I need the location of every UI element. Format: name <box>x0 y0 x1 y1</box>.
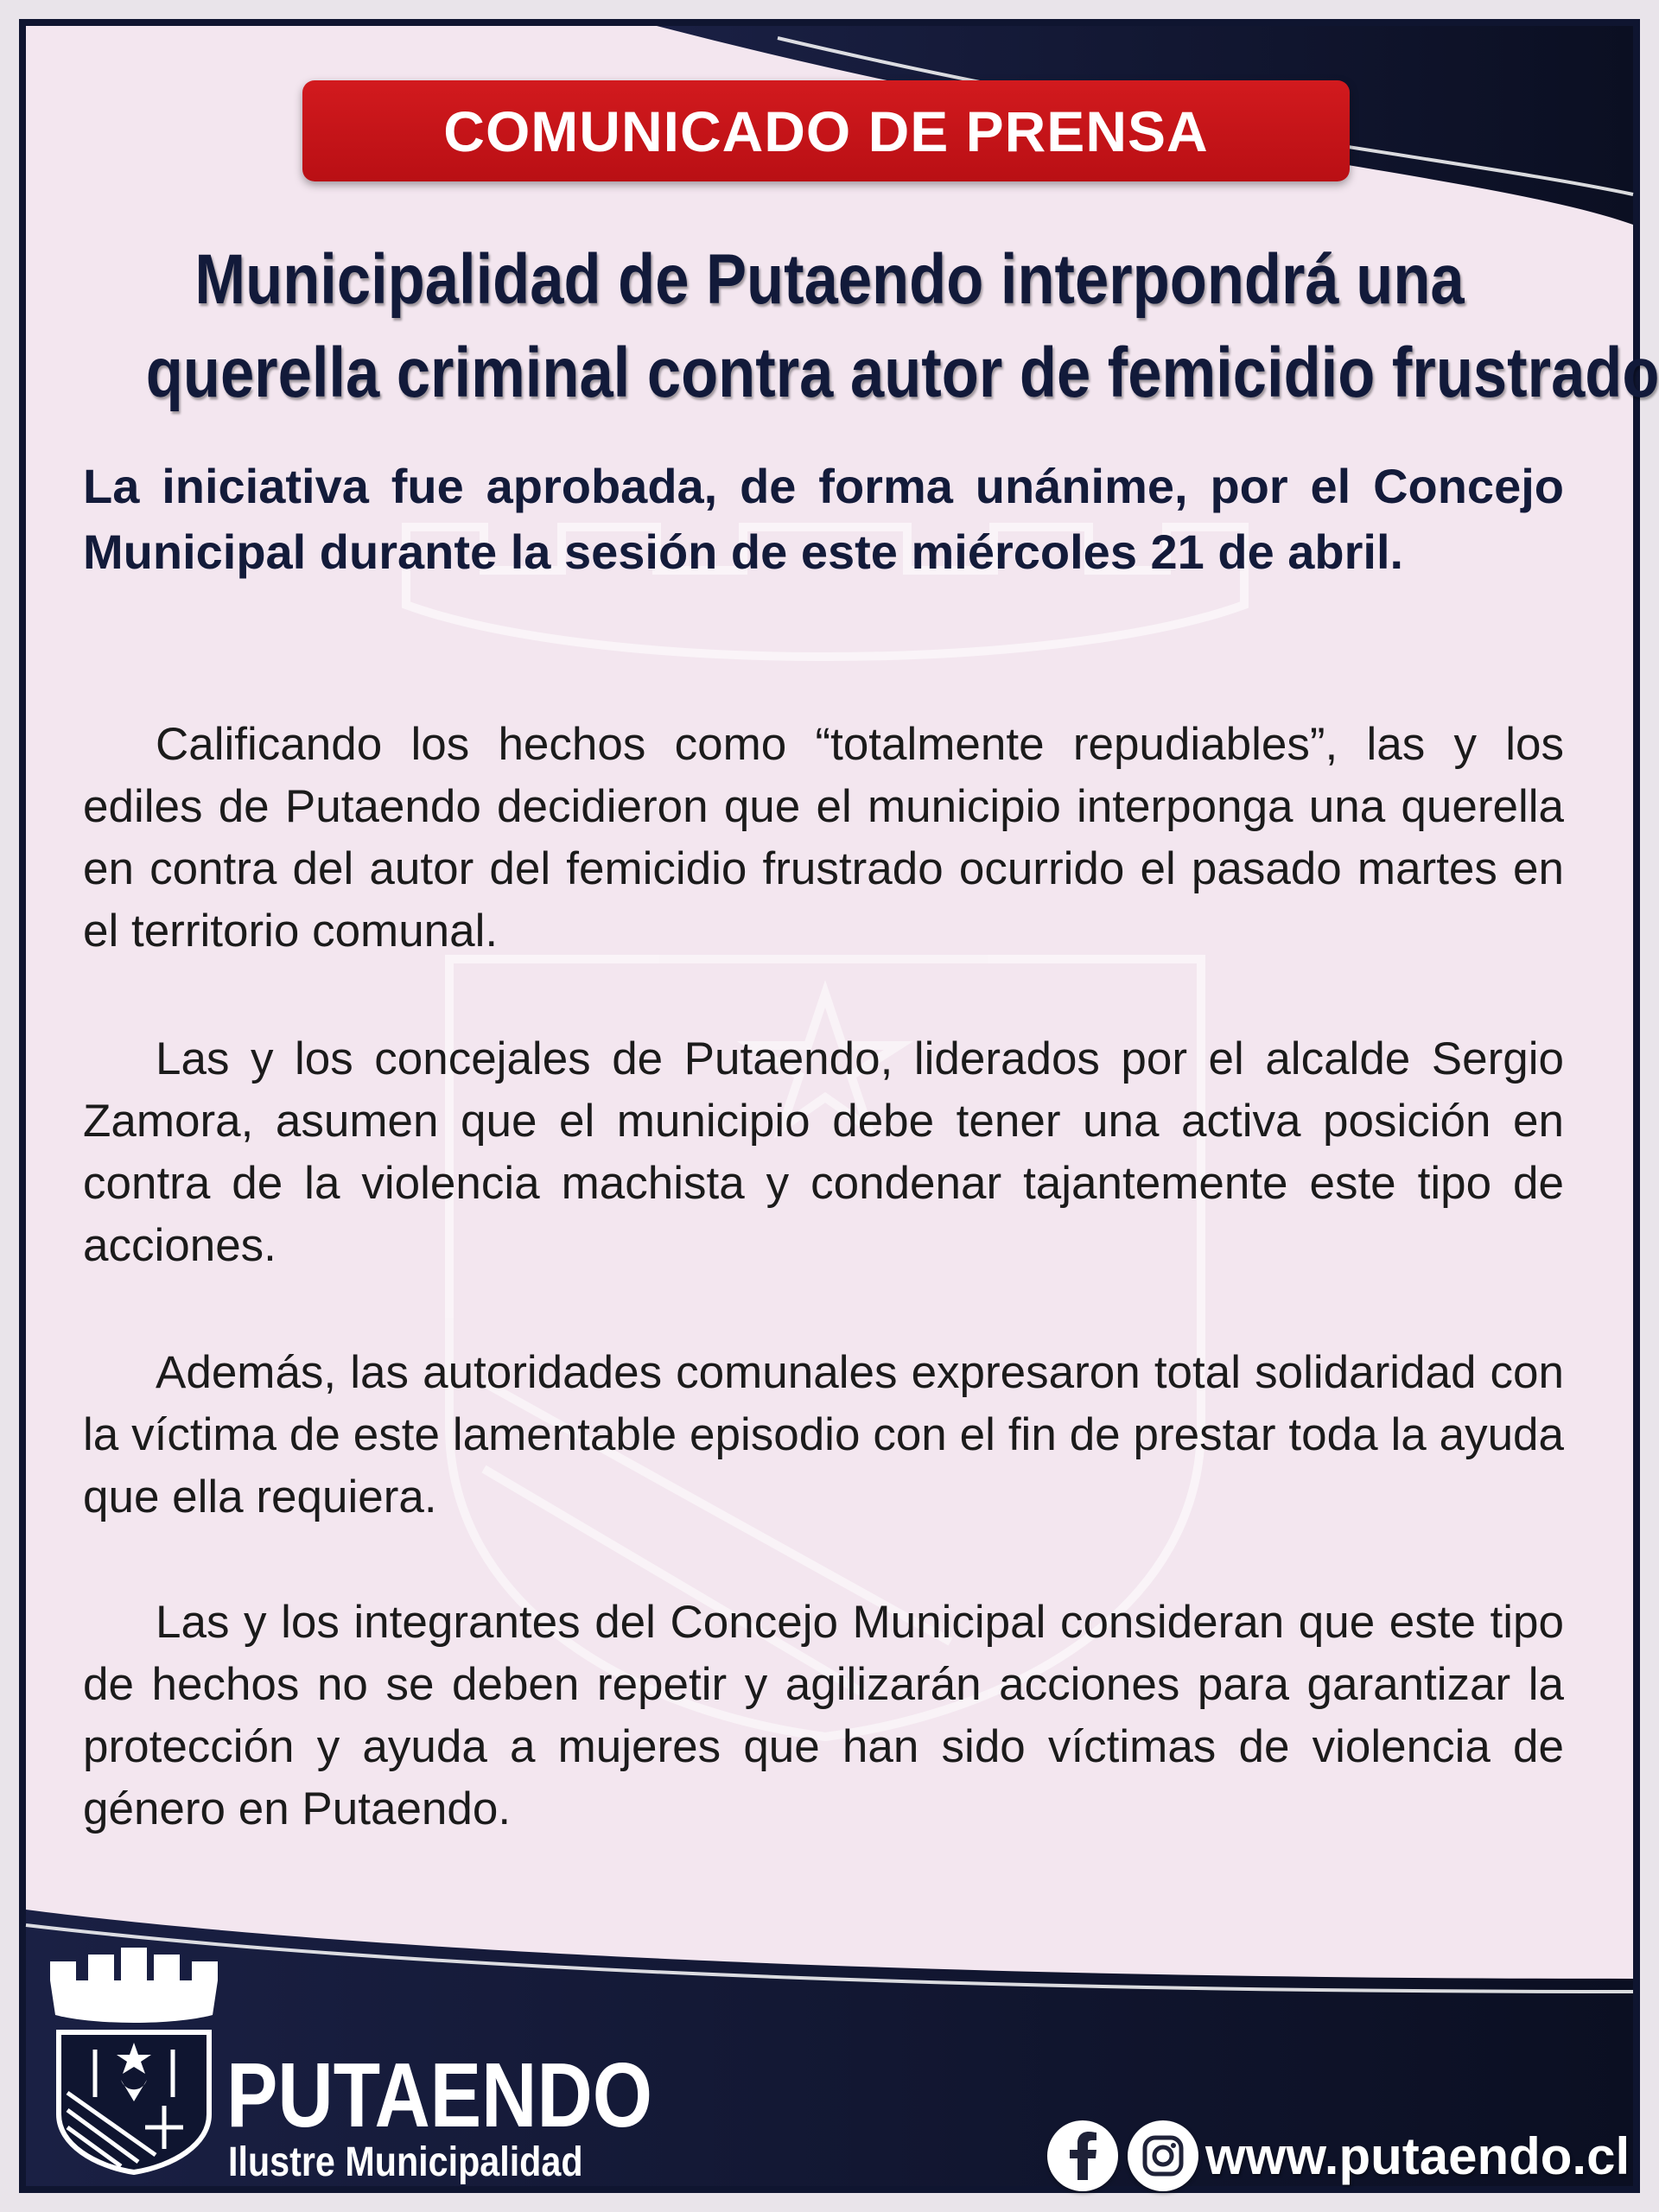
municipal-crest-logo <box>43 1929 225 2175</box>
headline-line-2: querella criminal contra autor de femicidio frustrado <box>145 334 1659 412</box>
body-paragraph-2: Las y los concejales de Putaendo, liderados por el alcalde Sergio Zamora, asumen que el municipio debe tener una activa posición en contra de la violencia machista y condenar tajantemente este tipo de acciones. <box>83 1033 1564 1271</box>
facebook-icon[interactable] <box>1047 2120 1118 2191</box>
body-paragraph-1: Calificando los hechos como “totalmente repudiables”, las y los ediles de Putaendo decidieron que el municipio interponga una querella en contra del autor del femicidio frustrado ocurrido el pasado martes en el territorio comunal. <box>83 719 1564 957</box>
badge-label: COMUNICADO DE PRENSA <box>443 99 1209 163</box>
instagram-icon[interactable] <box>1128 2120 1198 2191</box>
logo-title: PUTAENDO <box>226 2044 653 2146</box>
lead-paragraph: La iniciativa fue aprobada, de forma unánime, por el Concejo Municipal durante la sesión de este miércoles 21 de abril. <box>83 459 1564 579</box>
body-paragraph-4: Las y los integrantes del Concejo Municipal consideran que este tipo de hechos no se deben repetir y agilizarán acciones para garantizar la protección y ayuda a mujeres que han sido víctimas de violencia de género en Putaendo. <box>83 1597 1564 1834</box>
logo-subtitle: Ilustre Municipalidad <box>228 2139 583 2185</box>
website-link[interactable]: www.putaendo.cl <box>1205 2127 1630 2185</box>
headline <box>145 233 1659 420</box>
press-release-badge <box>302 80 1350 181</box>
headline-line-1: Municipalidad de Putaendo interpondrá una <box>194 240 1465 319</box>
body-paragraph-3: Además, las autoridades comunales expresaron total solidaridad con la víctima de este lamentable episodio con el fin de prestar toda la ayuda que ella requiera. <box>83 1347 1564 1522</box>
